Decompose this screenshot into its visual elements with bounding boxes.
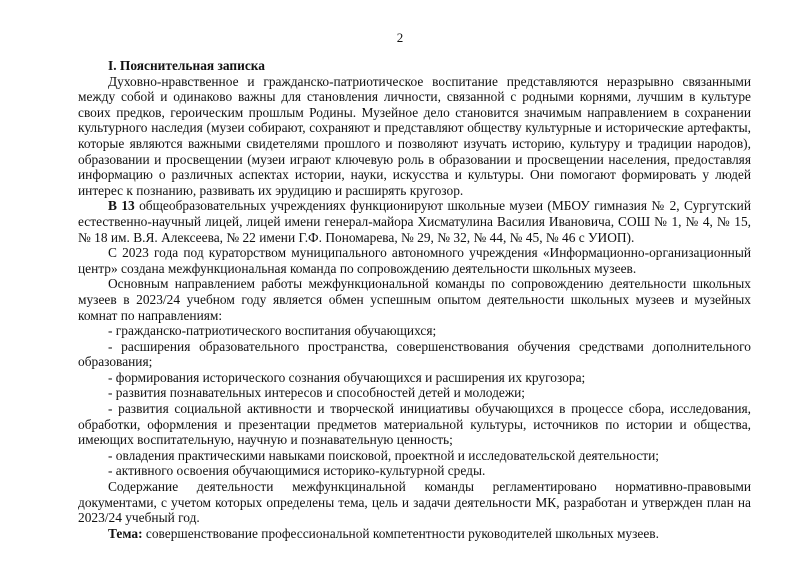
- count-13: В 13: [108, 198, 135, 214]
- document-body: [78, 58, 751, 541]
- paragraph-museums-list: [78, 198, 751, 245]
- paragraph-team: С 2023 года под кураторством муниципального автономного учреждения «Информационно-организационный центр» создана межфункциональная команда по сопровождению деятельности школьных музеев.: [78, 245, 751, 276]
- page-number: 2: [396, 30, 404, 45]
- list-item: - развития познавательных интересов и способностей детей и молодежи;: [108, 385, 525, 401]
- list-item: - расширения образовательного пространства, совершенствования обучения средствами дополнительного образования;: [78, 338, 751, 370]
- theme-text: совершенствование профессиональной компетентности руководителей школьных музеев.: [142, 525, 659, 541]
- list-item: - активного освоения обучающимися историко-культурной среды.: [108, 463, 486, 479]
- list-item: - формирования исторического сознания обучающихся и расширения их кругозора;: [108, 369, 586, 385]
- paragraph-museums-text: общеобразовательных учреждениях функционируют школьные музеи (МБОУ гимназия № 2, Сургутский естественно-научный лицей, лицей имени генерал-майора Хисматулина Василия Ивановича, СОШ № 1, № 4, № 15, № 18 им. В.Я. Алексеева, № 22 имени Г.Ф. Пономарева, № 29, № 32, № 44, № 45, № 46 с УИОП).: [78, 198, 751, 245]
- paragraph-theme: [78, 526, 751, 542]
- theme-label: Тема:: [108, 525, 143, 541]
- list-item: - гражданско-патриотического воспитания обучающихся;: [108, 323, 437, 339]
- list-item: - развития социальной активности и творческой инициативы обучающихся в процессе сбора, исследования, обработки, оформления и презентации предметов материальной культуры, источников по истории и общества, имеющих воспитательную, научную и познавательную ценность;: [78, 401, 751, 448]
- section-heading: I. Пояснительная записка: [108, 58, 265, 73]
- paragraph-intro: Духовно-нравственное и гражданско-патриотическое воспитание представляются неразрывно связанными между собой и одинаково важны для становления личности, связанной с родными корнями, лучшим в культуре своих предков, героическим прошлым Родины. Музейное дело становится значимым направлением в сохранении культурного наследия (музеи собирают, сохраняют и представляют обществу культурные и исторические артефакты, которые являются важными свидетелями прошлого и позволяют изучать историю, культуру и традиции народов), образовании и просвещении (музеи играют ключевую роль в образовании и просвещении населения, предоставляя информацию о различных аспектах истории, науки, искусства и культуры. Они помогают формировать у людей интерес к познанию, развивать их эрудицию и расширять кругозор.: [78, 73, 751, 198]
- paragraph-directions: Основным направлением работы межфункциональной команды по сопровождению деятельности школьных музеев в 2023/24 учебном году является обмен успешным опытом деятельности школьных музеев и музейных комнат по направлениям:: [78, 276, 751, 323]
- list-item: - овладения практическими навыками поисковой, проектной и исследовательской деятельности;: [108, 447, 660, 463]
- paragraph-closing: Содержание деятельности межфункцинальной команды регламентировано нормативно-правовыми документами, с учетом которых определены тема, цель и задачи деятельности МК, разработан и утвержден план на 2023/24 учебный год.: [78, 479, 751, 526]
